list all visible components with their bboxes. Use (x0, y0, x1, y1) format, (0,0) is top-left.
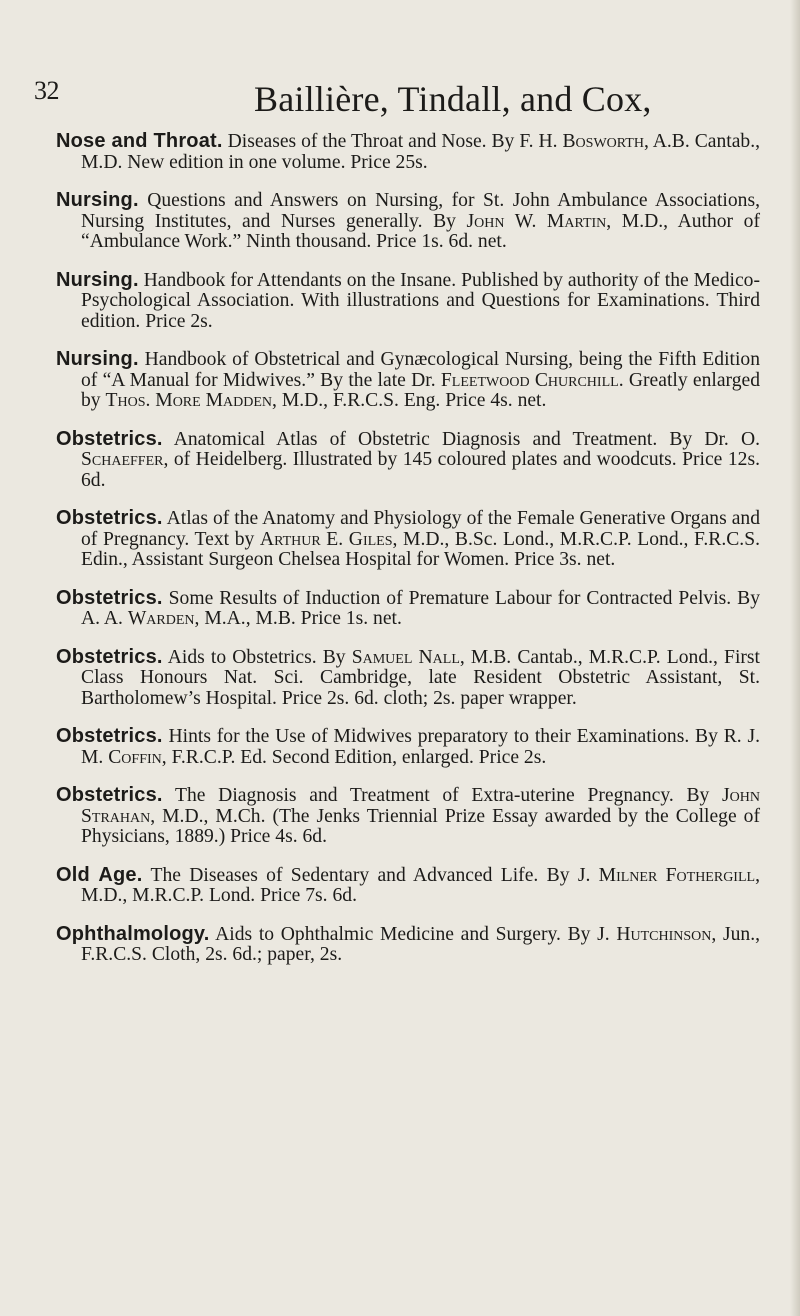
entry-text: Aids to Obstetrics. By (162, 646, 352, 668)
entry-text: Aids to Ophthalmic Medicine and Surgery. By J. (209, 923, 617, 945)
entry-text: Questions and Answers on Nursing, for St. John Ambulance Associations, Nursing Institutes, and Nurses generally. By (81, 190, 760, 232)
entry-subject: Obstetrics. (56, 784, 163, 806)
entry-text: Diseases of the Throat and Nose. By (222, 131, 520, 152)
entry-author: Hutchinson (616, 923, 712, 945)
catalogue-entries (56, 131, 760, 966)
entry-subject: Obstetrics. (56, 586, 163, 609)
entry-text: , Jun., F.R.C.S. Cloth, 2s. 6d.; paper, 2s. (81, 923, 760, 965)
entry-subject: Nose and Throat. (56, 130, 223, 152)
entry-text: , F.R.C.P. Ed. Second Edition, enlarged. Price 2s. (161, 746, 547, 768)
entry-author: F. H. Bosworth (519, 131, 644, 152)
entry-text: , M.A., M.B. Price 1s. net. (194, 608, 402, 629)
catalogue-entry (56, 785, 760, 848)
catalogue-entry (56, 647, 760, 710)
entry-author: Milner Fothergill (598, 864, 756, 886)
page-edge-shadow (790, 0, 800, 1316)
entry-author: John Strahan (81, 785, 760, 827)
entry-text: , M.D., Author of “Ambulance Work.” Ninth thousand. Price 1s. 6d. net. (81, 210, 760, 252)
catalogue-entry (56, 865, 760, 907)
catalogue-entry (56, 924, 760, 966)
entry-text: Atlas of the Anatomy and Physiology of the Female Generative Organs and of Pregnancy. Text by (81, 508, 760, 550)
entry-author: Coffin (108, 746, 162, 768)
entry-author: Schaeffer (81, 449, 164, 470)
entry-subject: Ophthalmology. (56, 922, 210, 945)
catalogue-entry (56, 726, 760, 768)
entry-text: , M.D., M.Ch. (The Jenks Triennial Prize Essay awarded by the College of Physicians, 1889.) Price 4s. 6d. (81, 805, 760, 847)
entry-text: Anatomical Atlas of Obstetric Diagnosis and Treatment. By Dr. O. (162, 428, 760, 450)
entry-author: Warden (127, 608, 195, 629)
entry-subject: Obstetrics. (56, 645, 163, 668)
page-header (34, 76, 774, 126)
entry-subject: Old Age. (56, 863, 143, 886)
entry-subject: Obstetrics. (56, 725, 163, 747)
entry-author: Thos. More Madden (105, 390, 273, 411)
entry-text: The Diseases of Sedentary and Advanced Life. By J. (142, 864, 599, 886)
entry-text: Handbook for Attendants on the Insane. Published by authority of the Medico-Psychological Association. With illustrations and Questions for Examinations. Third edition. Price 2s. (81, 269, 760, 332)
entry-text: Hints for the Use of Midwives preparatory to their Examinations. By R. J. M. (81, 726, 760, 768)
entry-text: Some Results of Induction of Premature Labour for Contracted Pelvis. By A. A. (81, 587, 760, 629)
entry-subject: Nursing. (56, 348, 139, 370)
catalogue-entry (56, 429, 760, 492)
entry-text: , of Heidelberg. Illustrated by 145 coloured plates and woodcuts. Price 12s. 6d. (81, 449, 760, 491)
entry-text: The Diagnosis and Treatment of Extra-uterine Pregnancy. By (162, 785, 723, 806)
catalogue-entry (56, 349, 760, 412)
catalogue-entry (56, 190, 760, 253)
entry-text: , M.D., B.Sc. Lond., M.R.C.P. Lond., F.R.C.S. Edin., Assistant Surgeon Chelsea Hospital for Women. Price 3s. net. (81, 528, 760, 570)
catalogue-entry (56, 270, 760, 333)
catalogue-entry (56, 131, 760, 173)
entry-subject: Nursing. (56, 189, 139, 211)
entry-text: , M.B. Cantab., M.R.C.P. Lond., First Class Honours Nat. Sci. Cambridge, late Resident Obstetric Assistant, St. Bartholomew’s Hospital. Price 2s. 6d. cloth; 2s. paper wrapper. (81, 646, 760, 709)
catalogue-entry (56, 508, 760, 571)
entry-author: Fleetwood Churchill (440, 369, 619, 391)
entry-subject: Nursing. (56, 268, 139, 291)
running-head: Baillière, Tindall, and Cox, (254, 79, 652, 119)
entry-text: , A.B. Cantab., M.D. New edition in one volume. Price 25s. (81, 131, 760, 173)
entry-text: Handbook of Obstetrical and Gynæcological Nursing, being the Fifth Edition of “A Manual for Midwives.” By the late Dr. (81, 349, 760, 391)
page-number: 32 (34, 76, 59, 105)
entry-author: Samuel Nall (351, 646, 460, 668)
entry-text: , M.D., F.R.C.S. Eng. Price 4s. net. (272, 390, 547, 411)
entry-subject: Obstetrics. (56, 507, 163, 529)
catalogue-entry (56, 588, 760, 630)
entry-author: Arthur E. Giles (259, 528, 393, 550)
entry-text: . Greatly enlarged by (81, 369, 761, 411)
entry-text: , M.D., M.R.C.P. Lond. Price 7s. 6d. (81, 864, 760, 906)
entry-author: John W. Martin (466, 210, 607, 232)
entry-subject: Obstetrics. (56, 427, 163, 450)
